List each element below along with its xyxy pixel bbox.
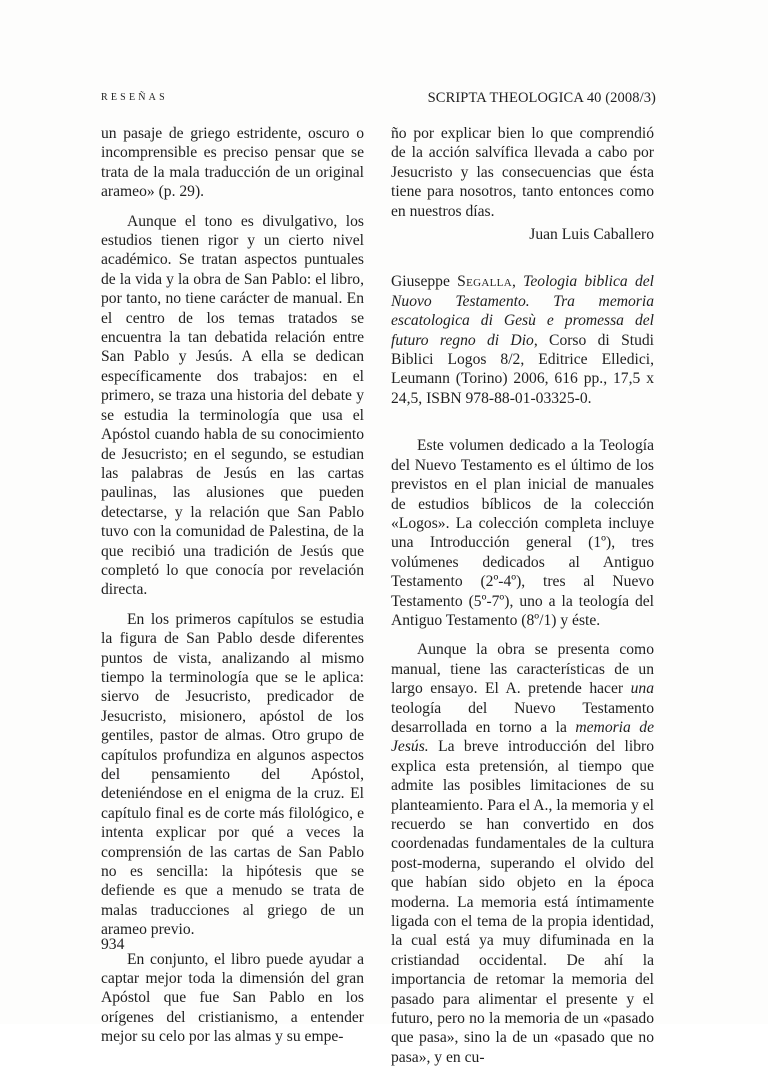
book-title: Teologia biblica del Nuovo Testamento. Tra memoria escatologica di Gesù e promessa del futuro regno di Dio bbox=[391, 273, 655, 349]
paragraph: En los primeros capítulos se estudia la figura de San Pablo desde diferentes puntos de vista, analizando al mismo tiempo la terminología que se le aplica: siervo de Jesucristo, predicador de Jesucristo, misionero, apóstol de los gentiles, pastor de almas. Otro grupo de capítulos profundiza en algunos aspectos del pensamiento del Apóstol, deteniéndose en el enigma de la cruz. El capítulo final es de corte más filológico, e intenta explicar por qué a veces la comprensión de las cartas de San Pablo no es sencilla: la hipótesis que se defiende es que a menudo se trata de malas traducciones al griego de un arameo previo. bbox=[101, 610, 364, 939]
paragraph: un pasaje de griego estridente, oscuro o incomprensible es preciso pensar que se trata de la mala traducción de un original arameo» (p. 29). bbox=[101, 125, 364, 201]
paragraph bbox=[391, 640, 654, 1067]
emphasis: memoria de Jesús. bbox=[391, 718, 655, 756]
review-bibliographic-heading: Giuseppe Segalla, Teologia biblica del Nuovo Testamento. Tra memoria escatologica di Gesù e promessa del futuro regno di Dio, Corso di Studi Biblici Logos 8/2, Editrice Elledici, Leumann (Torino) 2006, 616 pp., 17,5 x 24,5, ISBN 978-88-01-03325-0. bbox=[391, 273, 655, 407]
emphasis: una bbox=[630, 680, 654, 698]
journal-citation: SCRIPTA THEOLOGICA 40 (2008/3) bbox=[427, 90, 656, 106]
reviewer-signature: Juan Luis Caballero bbox=[529, 226, 654, 244]
section-label: RESEÑAS bbox=[101, 92, 168, 103]
right-column bbox=[391, 124, 654, 1077]
paragraph: En conjunto, el libro puede ayudar a captar mejor toda la dimensión del gran Apóstol que fue San Pablo en los orígenes del cristianismo, a entender mejor su celo por las almas y su empe- bbox=[101, 950, 364, 1046]
left-column bbox=[101, 124, 364, 1057]
publication-details: , Corso di Studi Biblici Logos 8/2, Editrice Elledici, Leumann (Torino) 2006, 616 pp., 17,5 x 24,5, ISBN 978-88-01-03325-0. bbox=[391, 331, 654, 407]
text-run: La breve introducción del libro explica esta pretensión, al tiempo que admite las posibles limitaciones de su planteamiento. Para el A., la memoria y el recuerdo se han convertido en dos coordenadas fundamentales de la cultura post-moderna, superando el olvido del que habían sido objeto en la época moderna. La memoria está íntimamente ligada con el tema de la propia identidad, la cual está ya muy difuminada en la cristiandad occidental. De ahí la importancia de retomar la memoria del pasado para alimentar el presente y el futuro, pero no la memoria de un «pasado que pasa», sino la de un «pasado que no pasa», y en cu- bbox=[391, 738, 654, 1066]
page-number: 934 bbox=[101, 936, 125, 953]
running-head bbox=[101, 90, 656, 108]
text-run: teología del Nuevo Testamento desarrollada en torno a la bbox=[391, 699, 654, 736]
text-run: Aunque la obra se presenta como manual, tiene las características de un largo ensayo. El A. pretende hacer bbox=[391, 641, 654, 698]
author-last-name: Segalla bbox=[457, 273, 512, 291]
author-first-name: Giuseppe bbox=[391, 273, 450, 291]
paragraph: ño por explicar bien lo que comprendió de la acción salvífica llevada a cabo por Jesucristo y las consecuencias que ésta tiene para nosotros, tanto entonces como en nuestros días. bbox=[391, 125, 654, 220]
paragraph: Aunque el tono es divulgativo, los estudios tienen rigor y un cierto nivel académico. Se tratan aspectos puntuales de la vida y la obra de San Pablo: el libro, por tanto, no tiene carácter de manual. En el centro de los temas tratados se encuentra la tan debatida relación entre San Pablo y Jesús. A ella se dedican específicamente dos trabajos: en el primero, se traza una historia del debate y se estudia la terminología que usa el Apóstol cuando habla de su conocimiento de Jesucristo; en el segundo, se estudian las palabras de Jesús en las cartas paulinas, las alusiones que pueden detectarse, y la relación que San Pablo tuvo con la comunidad de Palestina, de la que recibió una tradición de Jesús que completó lo que conocía por revelación directa. bbox=[101, 212, 364, 599]
paragraph: Este volumen dedicado a la Teología del Nuevo Testamento es el último de los previstos en el plan inicial de manuales de estudios bíblicos de la colección «Logos». La colección completa incluye una Introducción general (1º), tres volúmenes dedicados al Antiguo Testamento (2º-4º), tres al Nuevo Testamento (5º-7º), uno a la teología del Antiguo Testamento (8º/1) y éste. bbox=[391, 437, 654, 629]
